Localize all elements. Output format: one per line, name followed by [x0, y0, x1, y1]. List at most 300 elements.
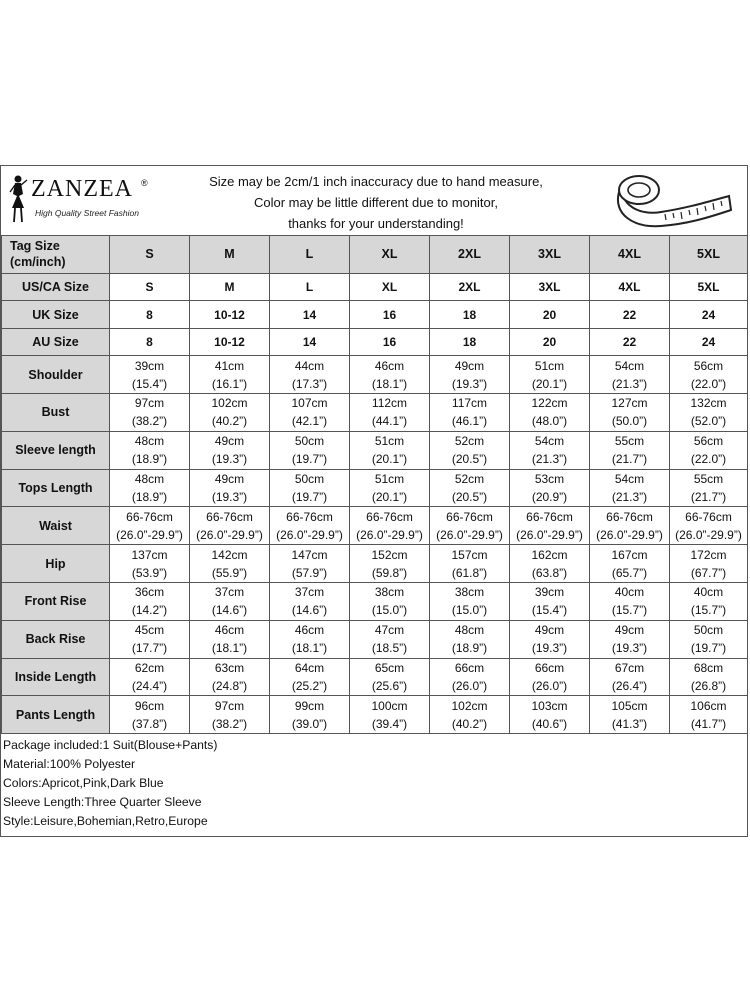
measure-cell [510, 545, 590, 583]
measure-cell [510, 431, 590, 469]
inch-value: (26.0”-29.9”) [436, 527, 503, 542]
cm-value: 51cm [374, 434, 405, 449]
cm-value: 172cm [690, 547, 727, 562]
inch-value: (39.4”) [371, 716, 408, 731]
measure-cell [270, 620, 350, 658]
inch-value: (48.0”) [531, 414, 568, 429]
measure-cell [430, 356, 510, 394]
cm-value: 66cm [534, 661, 565, 676]
measure-cell [510, 583, 590, 621]
measure-cell [190, 545, 270, 583]
cm-value: 66-76cm [526, 509, 573, 524]
measure-cell [430, 507, 510, 545]
colors-info: Colors:Apricot,Pink,Dark Blue [3, 776, 164, 790]
row-label: Back Rise [2, 620, 110, 658]
tag-size-label: Tag Size (cm/inch) [10, 239, 66, 270]
cm-value: 66-76cm [446, 509, 493, 524]
inch-value: (18.1”) [291, 641, 328, 656]
measure-cell [270, 469, 350, 507]
inch-value: (14.6”) [291, 603, 328, 618]
inch-value: (26.0”-29.9”) [196, 527, 263, 542]
cm-value: 36cm [134, 585, 165, 600]
inch-value: (26.4”) [611, 679, 648, 694]
measure-cell [270, 696, 350, 734]
cm-value: 48cm [134, 434, 165, 449]
table-row [2, 328, 748, 356]
cm-value: 66-76cm [366, 509, 413, 524]
size-header-cell: XL [350, 236, 430, 274]
measure-cell [590, 394, 670, 432]
inch-value: (46.1”) [451, 414, 488, 429]
cm-value: 55cm [693, 472, 724, 487]
size-cell: 22 [590, 328, 670, 356]
inch-value: (52.0”) [690, 414, 727, 429]
inch-value: (59.8”) [371, 565, 408, 580]
product-info [3, 736, 217, 831]
cm-value: 56cm [693, 358, 724, 373]
inch-value: (15.4”) [531, 603, 568, 618]
measure-cell [590, 583, 670, 621]
size-cell: L [270, 273, 350, 301]
inch-value: (19.7”) [291, 490, 328, 505]
inch-value: (14.6”) [211, 603, 248, 618]
cm-value: 162cm [531, 547, 568, 562]
notice-line-2: Color may be little different due to monitor, [254, 195, 498, 210]
inch-value: (22.0”) [690, 376, 727, 391]
size-cell: 20 [510, 328, 590, 356]
measure-cell [190, 431, 270, 469]
measure-cell [110, 545, 190, 583]
size-cell: 5XL [670, 273, 748, 301]
brand-name: ZANZEA [31, 176, 133, 202]
measure-cell [510, 620, 590, 658]
cm-value: 38cm [374, 585, 405, 600]
tag-size-header [2, 236, 110, 274]
measure-cell [350, 356, 430, 394]
measurement-notice [171, 171, 581, 234]
measure-cell [590, 469, 670, 507]
size-cell: 8 [110, 301, 190, 329]
measure-cell [190, 658, 270, 696]
cm-value: 106cm [690, 698, 727, 713]
inch-value: (26.0”) [451, 679, 488, 694]
cm-value: 55cm [614, 434, 645, 449]
inch-value: (38.2”) [131, 414, 168, 429]
measure-cell [430, 431, 510, 469]
measure-cell [510, 696, 590, 734]
measure-cell [590, 431, 670, 469]
cm-value: 102cm [211, 396, 248, 411]
size-cell: M [190, 273, 270, 301]
inch-value: (50.0”) [611, 414, 648, 429]
cm-value: 122cm [531, 396, 568, 411]
material-info: Material:100% Polyester [3, 757, 136, 771]
row-label: US/CA Size [2, 273, 110, 301]
measure-cell [270, 394, 350, 432]
cm-value: 68cm [693, 661, 724, 676]
size-table-body [2, 236, 748, 734]
inch-value: (19.3”) [451, 376, 488, 391]
measure-cell [110, 469, 190, 507]
inch-value: (37.8”) [131, 716, 168, 731]
cm-value: 54cm [614, 358, 645, 373]
inch-value: (15.0”) [371, 603, 408, 618]
inch-value: (38.2”) [211, 716, 248, 731]
measure-cell [350, 696, 430, 734]
measure-cell [270, 545, 350, 583]
measure-cell [350, 658, 430, 696]
cm-value: 167cm [611, 547, 648, 562]
measure-cell [190, 469, 270, 507]
inch-value: (18.9”) [451, 641, 488, 656]
inch-value: (18.9”) [131, 452, 168, 467]
row-label: Hip [2, 545, 110, 583]
cm-value: 38cm [454, 585, 485, 600]
measure-cell [510, 356, 590, 394]
inch-value: (21.3”) [611, 376, 648, 391]
notice-line-1: Size may be 2cm/1 inch inaccuracy due to hand measure, [209, 174, 543, 189]
measure-cell [110, 431, 190, 469]
inch-value: (20.1”) [371, 490, 408, 505]
measure-cell [350, 431, 430, 469]
measure-cell [670, 620, 748, 658]
table-row [2, 545, 748, 583]
measure-cell [350, 545, 430, 583]
cm-value: 66-76cm [606, 509, 653, 524]
size-cell: 16 [350, 301, 430, 329]
size-cell: 10-12 [190, 301, 270, 329]
chart-header [1, 166, 747, 235]
measure-cell [350, 394, 430, 432]
table-row [2, 301, 748, 329]
brand-tagline: High Quality Street Fashion [35, 208, 139, 218]
inch-value: (19.3”) [211, 490, 248, 505]
inch-value: (20.1”) [371, 452, 408, 467]
cm-value: 112cm [371, 396, 408, 411]
measure-cell [350, 507, 430, 545]
measure-cell [670, 431, 748, 469]
row-label: Waist [2, 507, 110, 545]
cm-value: 49cm [214, 434, 245, 449]
size-header-cell: 3XL [510, 236, 590, 274]
measure-cell [670, 583, 748, 621]
cm-value: 127cm [611, 396, 648, 411]
cm-value: 41cm [214, 358, 245, 373]
inch-value: (63.8”) [531, 565, 568, 580]
measure-cell [510, 469, 590, 507]
measure-cell [190, 696, 270, 734]
cm-value: 49cm [454, 358, 485, 373]
measure-cell [350, 469, 430, 507]
cm-value: 46cm [214, 623, 245, 638]
cm-value: 132cm [690, 396, 727, 411]
cm-value: 48cm [134, 472, 165, 487]
inch-value: (17.7”) [131, 641, 168, 656]
inch-value: (26.8”) [690, 679, 727, 694]
inch-value: (20.1”) [531, 376, 568, 391]
cm-value: 96cm [134, 698, 165, 713]
inch-value: (20.9”) [531, 490, 568, 505]
row-label: UK Size [2, 301, 110, 329]
measure-cell [350, 620, 430, 658]
cm-value: 97cm [134, 396, 165, 411]
measure-cell [110, 658, 190, 696]
cm-value: 40cm [693, 585, 724, 600]
row-label: Inside Length [2, 658, 110, 696]
measure-cell [270, 356, 350, 394]
brand-logo [5, 172, 165, 228]
inch-value: (25.2”) [291, 679, 328, 694]
measure-cell [190, 356, 270, 394]
inch-value: (19.3”) [611, 641, 648, 656]
cm-value: 66-76cm [685, 509, 732, 524]
table-row [2, 620, 748, 658]
size-cell: 20 [510, 301, 590, 329]
cm-value: 117cm [451, 396, 488, 411]
cm-value: 47cm [374, 623, 405, 638]
measure-cell [510, 394, 590, 432]
cm-value: 49cm [534, 623, 565, 638]
inch-value: (18.5”) [371, 641, 408, 656]
size-cell: 24 [670, 328, 748, 356]
inch-value: (40.2”) [211, 414, 248, 429]
inch-value: (22.0”) [690, 452, 727, 467]
inch-value: (20.5”) [451, 490, 488, 505]
model-silhouette-icon [5, 174, 31, 224]
cm-value: 100cm [371, 698, 408, 713]
measure-cell [110, 583, 190, 621]
measure-cell [270, 507, 350, 545]
measure-cell [590, 507, 670, 545]
inch-value: (15.0”) [451, 603, 488, 618]
inch-value: (21.3”) [531, 452, 568, 467]
cm-value: 152cm [371, 547, 408, 562]
measure-cell [670, 658, 748, 696]
table-row [2, 583, 748, 621]
size-cell: 18 [430, 301, 510, 329]
cm-value: 39cm [134, 358, 165, 373]
size-cell: 3XL [510, 273, 590, 301]
size-cell: 16 [350, 328, 430, 356]
cm-value: 46cm [294, 623, 325, 638]
measure-cell [590, 545, 670, 583]
table-row [2, 507, 748, 545]
inch-value: (26.0”-29.9”) [116, 527, 183, 542]
cm-value: 54cm [534, 434, 565, 449]
row-label: Bust [2, 394, 110, 432]
table-header-row [2, 236, 748, 274]
size-header-cell: 5XL [670, 236, 748, 274]
inch-value: (53.9”) [131, 565, 168, 580]
inch-value: (26.0”-29.9”) [516, 527, 583, 542]
cm-value: 37cm [214, 585, 245, 600]
inch-value: (21.3”) [611, 490, 648, 505]
inch-value: (25.6”) [371, 679, 408, 694]
cm-value: 44cm [294, 358, 325, 373]
measure-cell [270, 583, 350, 621]
size-table [1, 235, 748, 734]
measure-cell [110, 356, 190, 394]
measure-cell [430, 469, 510, 507]
inch-value: (24.8”) [211, 679, 248, 694]
inch-value: (39.0”) [291, 716, 328, 731]
size-cell: 8 [110, 328, 190, 356]
measure-cell [670, 394, 748, 432]
measure-cell [670, 545, 748, 583]
cm-value: 64cm [294, 661, 325, 676]
inch-value: (26.0”) [531, 679, 568, 694]
cm-value: 147cm [291, 547, 328, 562]
measure-cell [270, 658, 350, 696]
cm-value: 102cm [451, 698, 488, 713]
measure-cell [430, 658, 510, 696]
cm-value: 52cm [454, 434, 485, 449]
registered-mark: ® [141, 178, 148, 188]
cm-value: 50cm [693, 623, 724, 638]
size-cell: XL [350, 273, 430, 301]
size-cell: 24 [670, 301, 748, 329]
measure-cell [430, 696, 510, 734]
inch-value: (57.9”) [291, 565, 328, 580]
table-row [2, 356, 748, 394]
inch-value: (61.8”) [451, 565, 488, 580]
inch-value: (18.1”) [371, 376, 408, 391]
size-header-cell: 4XL [590, 236, 670, 274]
cm-value: 62cm [134, 661, 165, 676]
cm-value: 66-76cm [126, 509, 173, 524]
inch-value: (18.1”) [211, 641, 248, 656]
measure-cell [110, 394, 190, 432]
inch-value: (44.1”) [371, 414, 408, 429]
size-cell: 10-12 [190, 328, 270, 356]
measure-cell [670, 469, 748, 507]
inch-value: (65.7”) [611, 565, 648, 580]
cm-value: 157cm [451, 547, 488, 562]
size-header-cell: L [270, 236, 350, 274]
measure-cell [190, 620, 270, 658]
cm-value: 105cm [611, 698, 648, 713]
measure-cell [110, 696, 190, 734]
measure-cell [270, 431, 350, 469]
table-row [2, 658, 748, 696]
row-label: Tops Length [2, 469, 110, 507]
size-header-cell: M [190, 236, 270, 274]
measure-cell [670, 356, 748, 394]
inch-value: (55.9”) [211, 565, 248, 580]
cm-value: 97cm [214, 698, 245, 713]
row-label: Pants Length [2, 696, 110, 734]
inch-value: (19.7”) [291, 452, 328, 467]
cm-value: 46cm [374, 358, 405, 373]
cm-value: 67cm [614, 661, 645, 676]
table-row [2, 696, 748, 734]
size-header-cell: 2XL [430, 236, 510, 274]
measure-cell [510, 507, 590, 545]
inch-value: (26.0”-29.9”) [675, 527, 742, 542]
cm-value: 51cm [374, 472, 405, 487]
inch-value: (21.7”) [690, 490, 727, 505]
measure-cell [190, 507, 270, 545]
cm-value: 37cm [294, 585, 325, 600]
size-cell: 18 [430, 328, 510, 356]
inch-value: (17.3”) [291, 376, 328, 391]
table-row [2, 431, 748, 469]
measure-cell [110, 507, 190, 545]
package-info: Package included:1 Suit(Blouse+Pants) [3, 738, 218, 752]
cm-value: 54cm [614, 472, 645, 487]
measure-cell [110, 620, 190, 658]
inch-value: (21.7”) [611, 452, 648, 467]
cm-value: 45cm [134, 623, 165, 638]
inch-value: (18.9”) [131, 490, 168, 505]
inch-value: (26.0”-29.9”) [276, 527, 343, 542]
cm-value: 103cm [531, 698, 568, 713]
inch-value: (15.7”) [690, 603, 727, 618]
row-label: Shoulder [2, 356, 110, 394]
size-cell: 4XL [590, 273, 670, 301]
inch-value: (20.5”) [451, 452, 488, 467]
size-header-cell: S [110, 236, 190, 274]
cm-value: 63cm [214, 661, 245, 676]
cm-value: 39cm [534, 585, 565, 600]
cm-value: 53cm [534, 472, 565, 487]
inch-value: (15.4”) [131, 376, 168, 391]
measure-cell [430, 620, 510, 658]
size-cell: 14 [270, 301, 350, 329]
cm-value: 49cm [214, 472, 245, 487]
cm-value: 50cm [294, 472, 325, 487]
inch-value: (41.3”) [611, 716, 648, 731]
size-cell: S [110, 273, 190, 301]
size-cell: 2XL [430, 273, 510, 301]
cm-value: 66-76cm [206, 509, 253, 524]
cm-value: 51cm [534, 358, 565, 373]
cm-value: 40cm [614, 585, 645, 600]
measure-cell [590, 658, 670, 696]
cm-value: 50cm [294, 434, 325, 449]
inch-value: (15.7”) [611, 603, 648, 618]
measure-cell [590, 696, 670, 734]
cm-value: 52cm [454, 472, 485, 487]
row-label: AU Size [2, 328, 110, 356]
style-info: Style:Leisure,Bohemian,Retro,Europe [3, 814, 208, 828]
inch-value: (67.7”) [690, 565, 727, 580]
tape-measure-icon [609, 168, 737, 232]
cm-value: 142cm [211, 547, 248, 562]
cm-value: 65cm [374, 661, 405, 676]
table-row [2, 273, 748, 301]
inch-value: (41.7”) [690, 716, 727, 731]
cm-value: 137cm [131, 547, 168, 562]
cm-value: 49cm [614, 623, 645, 638]
inch-value: (14.2”) [131, 603, 168, 618]
measure-cell [510, 658, 590, 696]
size-chart [0, 165, 748, 837]
inch-value: (42.1”) [291, 414, 328, 429]
cm-value: 99cm [294, 698, 325, 713]
row-label: Sleeve length [2, 431, 110, 469]
measure-cell [190, 583, 270, 621]
inch-value: (26.0”-29.9”) [356, 527, 423, 542]
sleeve-info: Sleeve Length:Three Quarter Sleeve [3, 795, 202, 809]
notice-line-3: thanks for your understanding! [288, 216, 464, 231]
measure-cell [670, 696, 748, 734]
measure-cell [190, 394, 270, 432]
cm-value: 107cm [291, 396, 328, 411]
size-cell: 14 [270, 328, 350, 356]
cm-value: 66cm [454, 661, 485, 676]
inch-value: (40.6”) [531, 716, 568, 731]
